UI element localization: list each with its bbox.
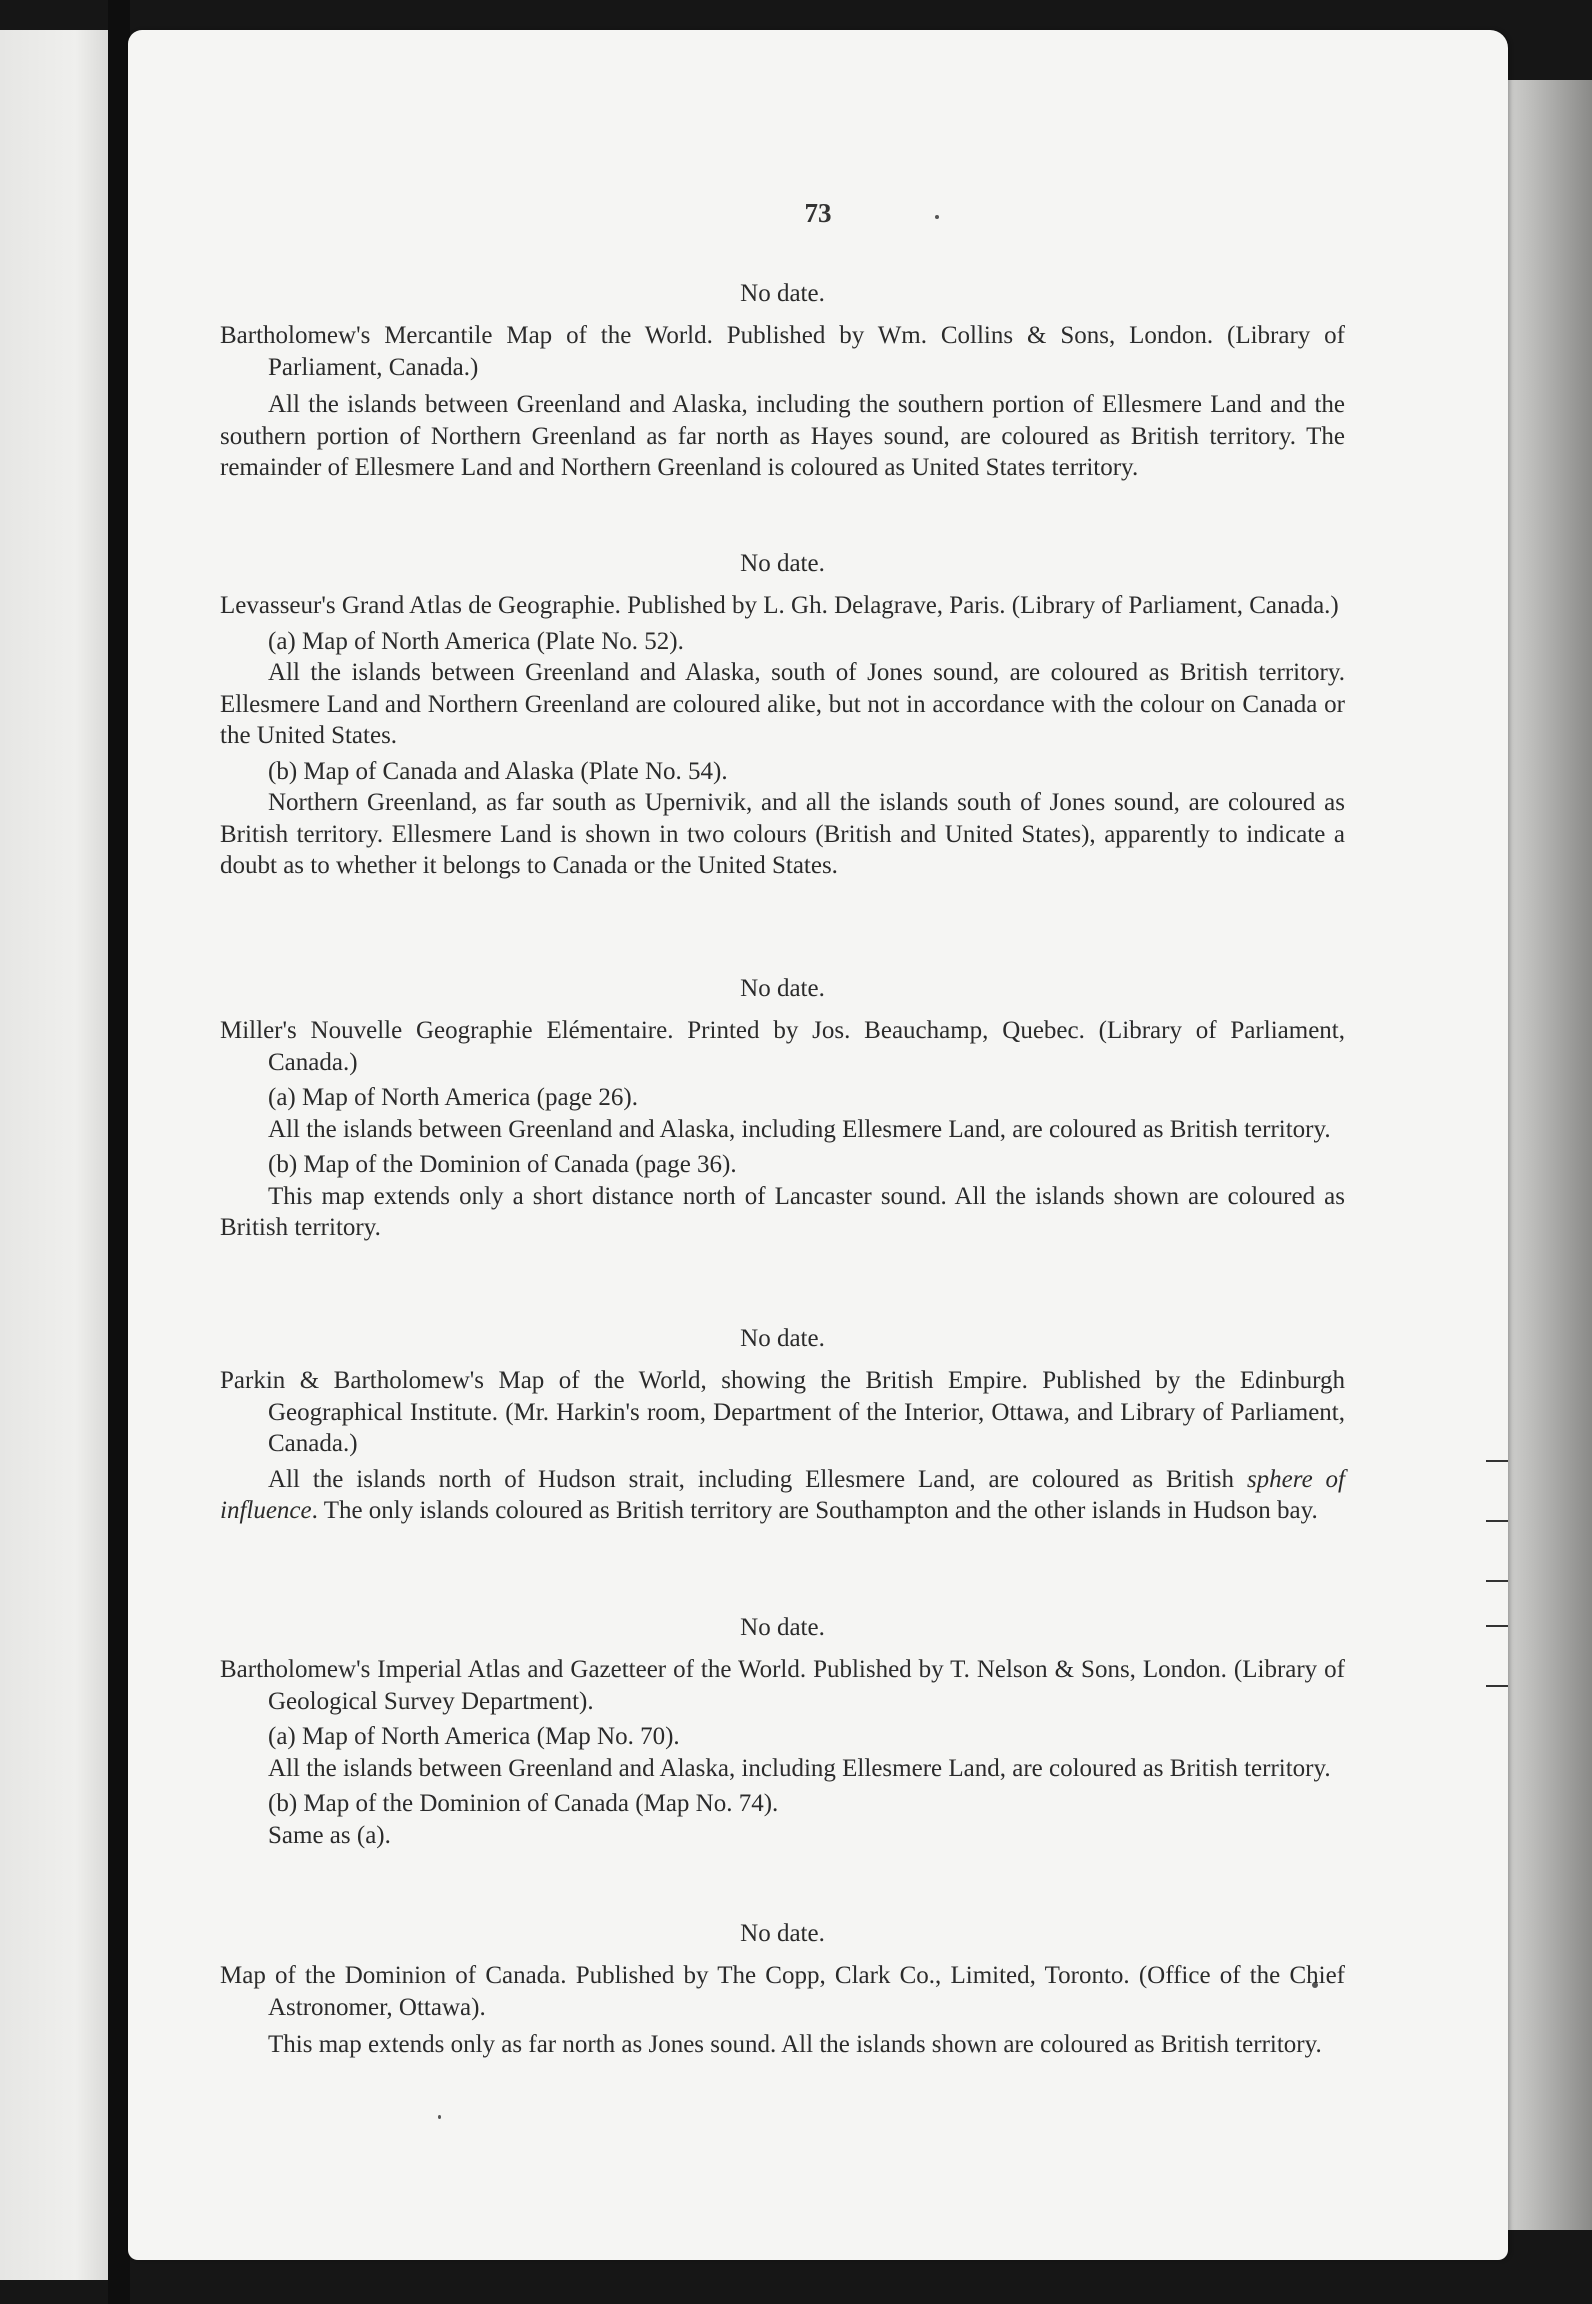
date-heading: No date.	[740, 1614, 825, 1641]
scan-speck	[438, 2115, 441, 2119]
paragraph: All the islands between Greenland and Alaska, including the southern portion of Ellesmere Land and the southern portion of Northern Greenland as far north as Hayes sound, are coloured as British territory. The remainder of Ellesmere Land and Northern Greenland is coloured as United States territory.	[220, 391, 1345, 481]
paragraph	[220, 1464, 1345, 1527]
page-stack-edge	[1506, 80, 1592, 2230]
entry	[220, 1960, 1345, 2061]
date-heading: No date.	[740, 1920, 825, 1947]
paragraph: Northern Greenland, as far south as Upernivik, and all the islands south of Jones sound, are coloured as British territory. Ellesmere Land is shown in two colours (British and United States), apparently to indicate a doubt as to whether it belongs to Canada or the United States.	[220, 789, 1345, 879]
paragraph: All the islands between Greenland and Alaska, south of Jones sound, are coloured as British territory. Ellesmere Land and Northern Greenland are coloured alike, but not in accordance with the colour on Canada or the United States.	[220, 659, 1345, 749]
date-heading: No date.	[740, 280, 825, 307]
page-number: 73	[804, 198, 832, 228]
subheading: (a) Map of North America (Map No. 70).	[268, 1723, 680, 1750]
paragraph: All the islands between Greenland and Alaska, including Ellesmere Land, are coloured as British territory.	[268, 1754, 1331, 1782]
paragraph-text: All the islands north of Hudson strait, including Ellesmere Land, are coloured as British	[268, 1465, 1247, 1493]
subheading: (b) Map of the Dominion of Canada (Map No. 74).	[268, 1790, 779, 1817]
citation: Bartholomew's Imperial Atlas and Gazetteer of the World. Published by T. Nelson & Sons, London. (Library of Geological Survey Department).	[220, 1656, 1345, 1715]
page-edge-mark	[1486, 1580, 1508, 1582]
subheading: Same as (a).	[268, 1821, 391, 1849]
entry	[220, 1015, 1345, 1244]
page-edge-mark	[1486, 1520, 1508, 1522]
paragraph: This map extends only a short distance north of Lancaster sound. All the islands shown are coloured as British territory.	[220, 1182, 1345, 1241]
paragraph-text: . The only islands coloured as British territory are Southampton and the other islands in Hudson bay.	[311, 1497, 1318, 1524]
previous-page-edge	[0, 30, 108, 2280]
subheading: (b) Map of the Dominion of Canada (page 36).	[268, 1151, 737, 1178]
citation: Levasseur's Grand Atlas de Geographie. Published by L. Gh. Delagrave, Paris. (Library of Parliament, Canada.)	[220, 592, 1339, 619]
document-page	[128, 30, 1508, 2260]
subheading: (a) Map of North America (page 26).	[268, 1084, 638, 1111]
page-edge-mark	[1486, 1685, 1508, 1687]
emphasis-text: sphere of influence	[220, 1465, 1345, 1524]
paragraph: This map extends only as far north as Jones sound. All the islands shown are coloured as British territory.	[268, 2031, 1322, 2058]
subheading: (a) Map of North America (Plate No. 52).	[268, 627, 684, 655]
page-edge-mark	[1486, 1460, 1508, 1462]
entry	[220, 1365, 1345, 1527]
date-heading: No date.	[740, 975, 825, 1002]
book-gutter	[108, 0, 130, 2304]
entry	[220, 590, 1345, 882]
entry	[220, 320, 1345, 484]
citation: Map of the Dominion of Canada. Published by The Copp, Clark Co., Limited, Toronto. (Office of the Chief Astronomer, Ottawa).	[220, 1962, 1345, 2021]
date-heading: No date.	[740, 550, 825, 577]
citation: Parkin & Bartholomew's Map of the World, showing the British Empire. Published by the Edinburgh Geographical Institute. (Mr. Harkin's room, Department of the Interior, Ottawa, and Library of Parliament, Canada.)	[220, 1367, 1345, 1457]
subheading: (b) Map of Canada and Alaska (Plate No. 54).	[268, 757, 728, 785]
citation: Miller's Nouvelle Geographie Elémentaire. Printed by Jos. Beauchamp, Quebec. (Library of Parliament, Canada.)	[220, 1017, 1345, 1076]
citation: Bartholomew's Mercantile Map of the World. Published by Wm. Collins & Sons, London. (Library of Parliament, Canada.)	[220, 322, 1345, 381]
date-heading: No date.	[740, 1325, 825, 1352]
entry	[220, 1654, 1345, 1851]
paragraph: All the islands between Greenland and Alaska, including Ellesmere Land, are coloured as British territory.	[268, 1115, 1331, 1143]
page-edge-mark	[1486, 1625, 1508, 1627]
